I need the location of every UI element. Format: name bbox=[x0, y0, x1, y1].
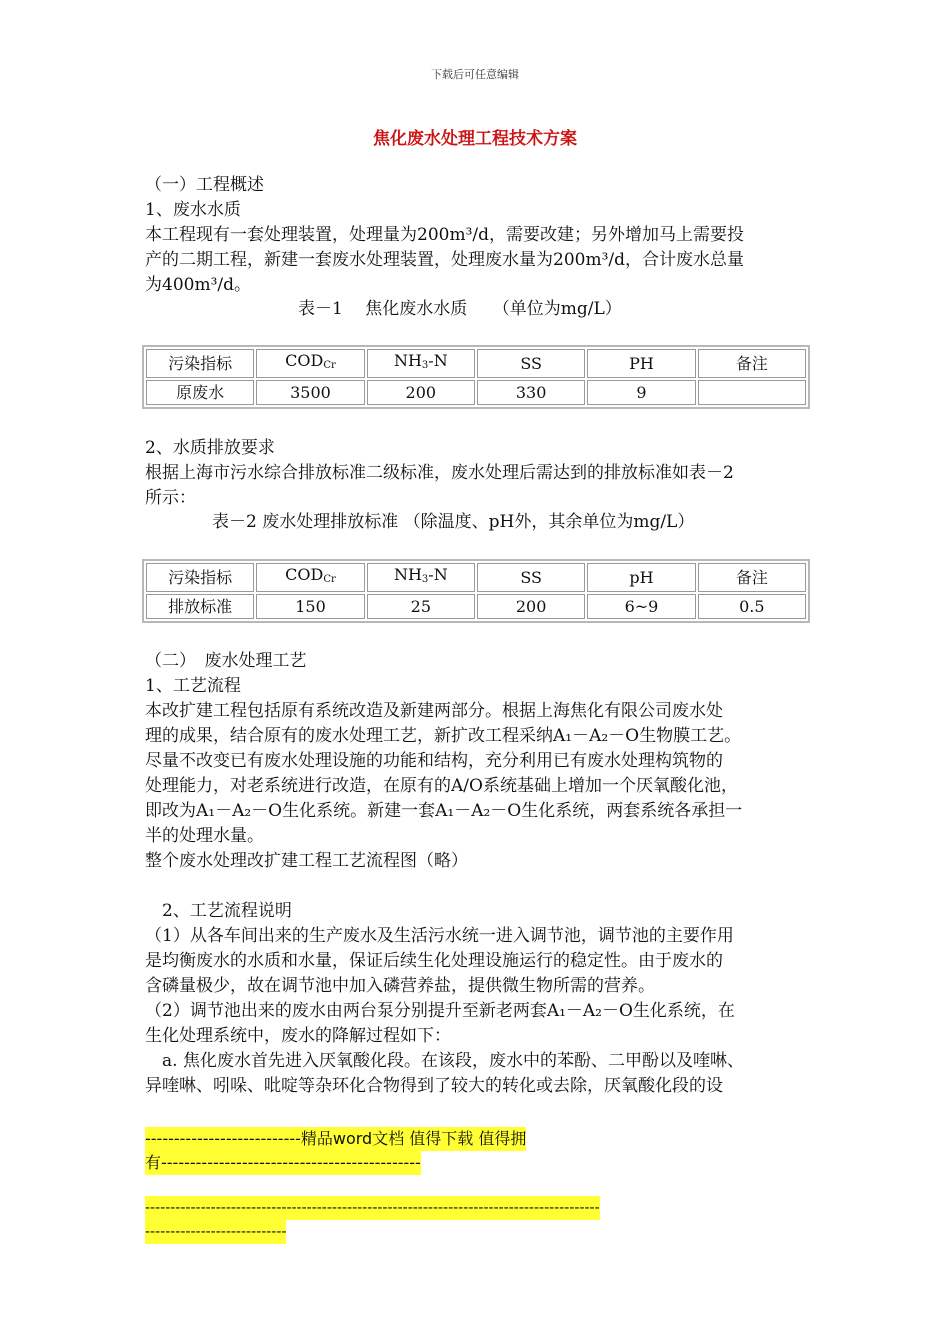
table-header-row bbox=[146, 563, 806, 592]
table-cell: 0.5 bbox=[698, 594, 806, 619]
header-cell-cod: $COD_{Cr}$ bbox=[256, 563, 364, 592]
table-cell: 9 bbox=[587, 380, 695, 405]
footer-highlight-line: 有--------------------------------------------- bbox=[145, 1151, 421, 1175]
subheading-discharge: 2、水质排放要求 bbox=[145, 438, 275, 458]
paragraph-line: 尽量不改变已有废水处理设施的功能和结构，充分利用已有废水处理构筑物的 bbox=[145, 751, 723, 771]
footer-highlight-line: ---------------------------- bbox=[145, 1220, 286, 1244]
footer-highlight-line: ---------------------------精品word文档 值得下载 值得拥 bbox=[145, 1127, 526, 1151]
paragraph-line: 含磷量极少，故在调节池中加入磷营养盐，提供微生物所需的营养。 bbox=[145, 976, 655, 996]
table-header-row bbox=[146, 349, 806, 378]
document-title: 焦化废水处理工程技术方案 bbox=[373, 129, 577, 149]
table1-caption: 表－1 焦化废水水质 （单位为mg/L） bbox=[298, 299, 622, 319]
subheading-process-description: 2、工艺流程说明 bbox=[145, 901, 292, 921]
paragraph-line: 本工程现有一套处理装置，处理量为200m³/d，需要改建；另外增加马上需要投 bbox=[145, 225, 744, 245]
header-cell: pH bbox=[587, 563, 695, 592]
table-cell: 3500 bbox=[256, 380, 364, 405]
paragraph-line: （1）从各车间出来的生产废水及生活污水统一进入调节池，调节池的主要作用 bbox=[145, 926, 734, 946]
paragraph-line: 理的成果，结合原有的废水处理工艺，新扩改工程采纳A₁－A₂－O生物膜工艺。 bbox=[145, 726, 742, 746]
table-cell: 150 bbox=[256, 594, 364, 619]
header-cell-cod: $COD_{Cr}$ bbox=[256, 349, 364, 378]
table2-discharge-standard bbox=[142, 559, 810, 623]
header-cell: 备注 bbox=[698, 563, 806, 592]
table-cell: 200 bbox=[367, 380, 475, 405]
paragraph-line: a. 焦化废水首先进入厌氧酸化段。在该段，废水中的苯酚、二甲酚以及喹啉、 bbox=[145, 1051, 744, 1071]
paragraph-line: 生化处理系统中，废水的降解过程如下： bbox=[145, 1026, 451, 1046]
paragraph-line: 即改为A₁－A₂－O生化系统。新建一套A₁－A₂－O生化系统，两套系统各承担一 bbox=[145, 801, 743, 821]
table-row bbox=[146, 594, 806, 619]
table-cell bbox=[698, 380, 806, 405]
paragraph-line: 本改扩建工程包括原有系统改造及新建两部分。根据上海焦化有限公司废水处 bbox=[145, 701, 723, 721]
paragraph-line: 是均衡废水的水质和水量，保证后续生化处理设施运行的稳定性。由于废水的 bbox=[145, 951, 723, 971]
paragraph-line: （2）调节池出来的废水由两台泵分别提升至新老两套A₁－A₂－O生化系统，在 bbox=[145, 1001, 735, 1021]
paragraph-line: 产的二期工程，新建一套废水处理装置，处理废水量为200m³/d，合计废水总量 bbox=[145, 250, 744, 270]
table-cell: 6~9 bbox=[587, 594, 695, 619]
paragraph-line: 为400m³/d。 bbox=[145, 275, 251, 295]
table-cell: 25 bbox=[367, 594, 475, 619]
section2-heading: （二） 废水处理工艺 bbox=[145, 651, 307, 671]
header-cell: PH bbox=[587, 349, 695, 378]
header-note: 下载后可任意编辑 bbox=[431, 68, 519, 81]
footer-highlight-line: ------------------------------------------------------------------------------------------ bbox=[145, 1196, 600, 1220]
table2-caption: 表－2 废水处理排放标准 （除温度、pH外，其余单位为mg/L） bbox=[212, 512, 695, 532]
paragraph-line: 所示： bbox=[145, 488, 196, 508]
paragraph-line: 半的处理水量。 bbox=[145, 826, 264, 846]
paragraph-line: 根据上海市污水综合排放标准二级标准，废水处理后需达到的排放标准如表－2 bbox=[145, 463, 734, 483]
header-cell: SS bbox=[477, 349, 585, 378]
paragraph-line: 异喹啉、吲哚、吡啶等杂环化合物得到了较大的转化或去除，厌氧酸化段的设 bbox=[145, 1076, 723, 1096]
table-cell: 原废水 bbox=[146, 380, 254, 405]
header-cell: SS bbox=[477, 563, 585, 592]
header-cell: 污染指标 bbox=[146, 563, 254, 592]
header-cell: 备注 bbox=[698, 349, 806, 378]
paragraph-line: 整个废水处理改扩建工程工艺流程图（略） bbox=[145, 851, 468, 871]
header-cell-nh3n: $NH_3-N$ bbox=[367, 563, 475, 592]
header-cell-nh3n: $NH_3-N$ bbox=[367, 349, 475, 378]
header-cell: 污染指标 bbox=[146, 349, 254, 378]
table-cell: 330 bbox=[477, 380, 585, 405]
table-cell: 排放标准 bbox=[146, 594, 254, 619]
subheading-process-flow: 1、工艺流程 bbox=[145, 676, 241, 696]
table-row bbox=[146, 380, 806, 405]
subheading-water-quality: 1、废水水质 bbox=[145, 200, 241, 220]
section1-heading: （一）工程概述 bbox=[145, 175, 264, 195]
paragraph-line: 处理能力，对老系统进行改造，在原有的A/O系统基础上增加一个厌氧酸化池， bbox=[145, 776, 738, 796]
table1-water-quality bbox=[142, 345, 810, 409]
table-cell: 200 bbox=[477, 594, 585, 619]
